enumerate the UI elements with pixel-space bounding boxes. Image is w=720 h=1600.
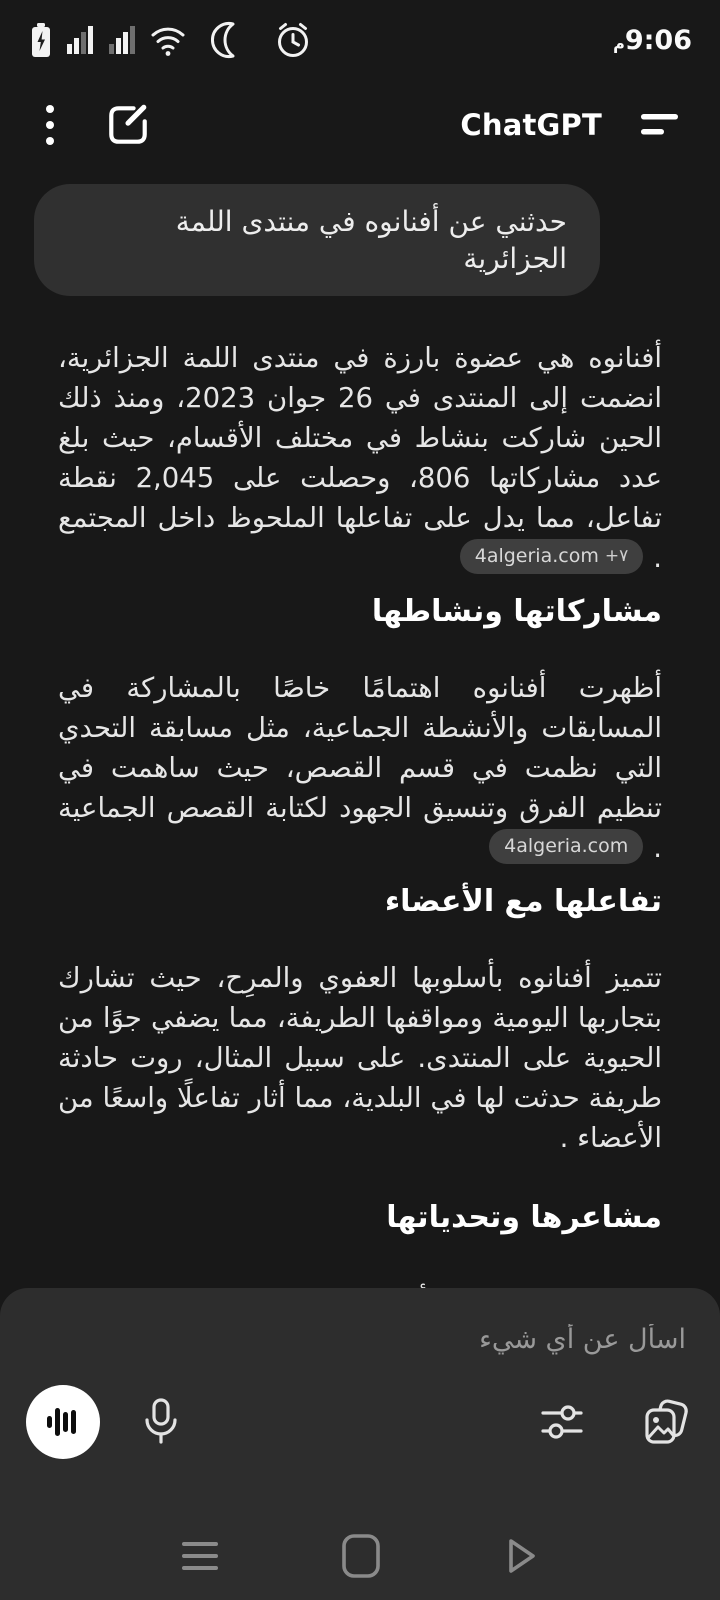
assistant-paragraph-3: تتميز أفنانوه بأسلوبها العفوي والمرِح، حيث تشارك بتجاربها اليومية ومواقفها الطريفة، مما يضفي جوًا من الحيوية على المنتدى. على سبيل المثال، روت حادثة طريفة حدثت لها في البلدية، مما أثار تفاعلًا واسعًا من الأعضاء . — [58, 962, 662, 1154]
citation-domain: 4algeria.com — [504, 835, 629, 857]
tools-button[interactable] — [538, 1399, 586, 1445]
citation-chip-1[interactable] — [460, 539, 644, 574]
kebab-menu-button[interactable] — [44, 101, 56, 149]
page-title: ChatGPT — [460, 108, 602, 142]
tools-sliders-icon — [538, 1399, 586, 1445]
home-icon — [341, 1533, 381, 1579]
wifi-icon — [150, 20, 186, 60]
attach-photos-button[interactable] — [640, 1397, 690, 1447]
android-nav-bar — [0, 1526, 720, 1586]
photos-icon — [640, 1397, 690, 1447]
microphone-icon — [138, 1396, 184, 1448]
status-time — [611, 25, 692, 56]
do-not-disturb-moon-icon — [206, 18, 250, 62]
citation-more-count: +٧ — [604, 546, 629, 566]
recent-apps-button[interactable] — [181, 1539, 219, 1573]
kebab-menu-icon — [44, 101, 56, 149]
recent-apps-icon — [181, 1539, 219, 1573]
assistant-message — [0, 338, 720, 1402]
signal-bars-sim1-icon — [66, 20, 96, 60]
compose-new-chat-icon — [102, 99, 154, 151]
section-heading-feelings: مشاعرها وتحدياتها — [386, 1200, 662, 1235]
time-period: م — [613, 33, 625, 53]
voice-mode-button[interactable] — [26, 1385, 100, 1459]
dictate-button[interactable] — [138, 1396, 184, 1448]
user-message-bubble[interactable] — [34, 184, 600, 296]
alarm-clock-icon — [272, 19, 314, 61]
back-icon — [503, 1535, 539, 1577]
composer-panel — [0, 1288, 720, 1600]
home-button[interactable] — [341, 1533, 381, 1579]
new-chat-button[interactable] — [102, 99, 154, 151]
status-bar — [0, 0, 720, 80]
back-button[interactable] — [503, 1535, 539, 1577]
sidebar-menu-button[interactable] — [640, 110, 680, 140]
section-heading-interaction: تفاعلها مع الأعضاء — [384, 884, 662, 919]
message-input[interactable] — [30, 1324, 686, 1355]
signal-bars-sim2-icon — [108, 20, 138, 60]
app-header — [0, 88, 720, 162]
time-value: 9:06 — [624, 24, 692, 56]
assistant-paragraph-1: أفنانوه هي عضوة بارزة في منتدى اللمة الجزائرية، انضمت إلى المنتدى في 26 جوان 2023، ومنذ ذلك الحين شاركت بنشاط في مختلف الأقسام، حيث بلغ عدد مشاركاتها 806، وحصلت على 2,045 نقطة تفاعل، مما يدل على تفاعلها الملحوظ داخل المجتمع . 4algeria.com +٧ — [58, 342, 662, 574]
battery-charging-icon — [28, 20, 54, 60]
sidebar-menu-icon — [640, 110, 680, 140]
section-heading-activity: مشاركاتها ونشاطها — [371, 594, 662, 629]
citation-domain: 4algeria.com — [474, 545, 599, 567]
status-icons — [28, 18, 314, 62]
assistant-paragraph-2: أظهرت أفنانوه اهتمامًا خاصًا بالمشاركة في المسابقات والأنشطة الجماعية، مثل مسابقة التحدي التي نظمت في قسم القصص، حيث ساهمت في تنظيم الفرق وتنسيق الجهود لكتابة القصص الجماعية . 4algeria.com — [58, 672, 662, 864]
citation-chip-2[interactable] — [489, 829, 643, 864]
user-message-text: حدثني عن أفنانوه في منتدى اللمة الجزائرية — [175, 205, 567, 275]
voice-mode-waveform-icon — [43, 1402, 83, 1442]
